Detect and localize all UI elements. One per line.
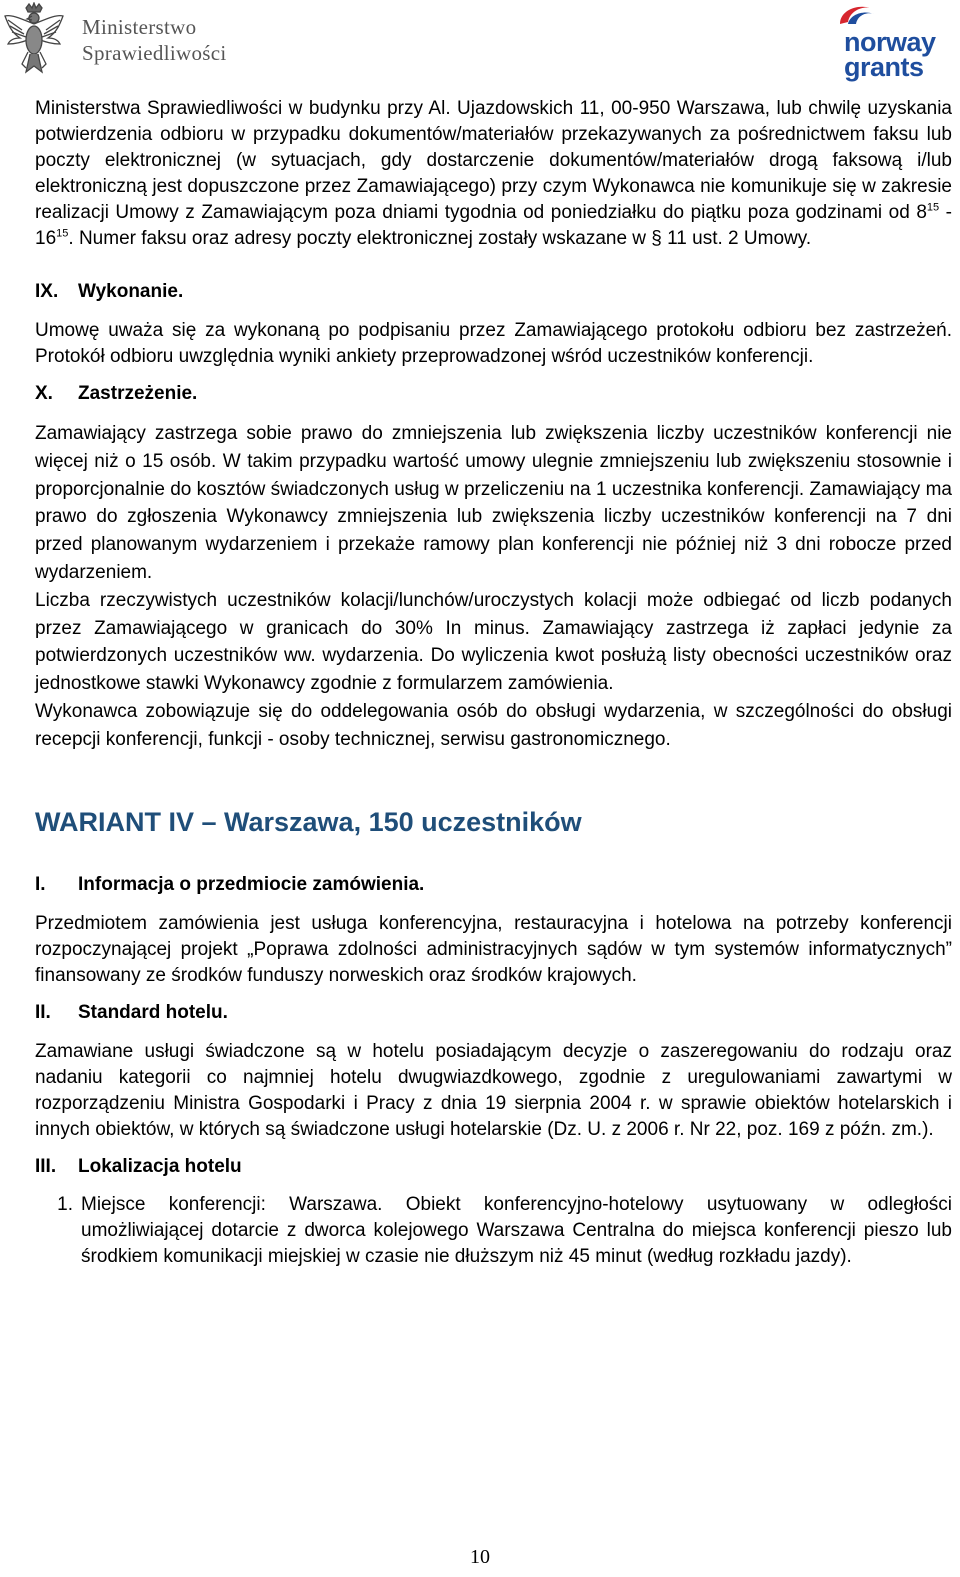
variant-heading: WARIANT IV – Warszawa, 150 uczestników [35,806,582,837]
section-title: Standard hotelu. [78,1001,228,1023]
paragraph: Zamawiający zastrzega sobie prawo do zmniejszenia lub zwiększenia liczby uczestników konferencji nie więcej niż o 15 osób. W takim przypadku wartość umowy ulegnie zmniejszeniu lub zwiększeniu stosownie i proporcjonalnie do kosztów świadczonych usług w przeliczeniu na 1 uczestnika konferencji. Zamawiający ma prawo do zgłoszenia Wykonawcy zmniejszenia lub zwiększenia liczby uczestników konferencji na 7 dni przed planowanym wydarzeniem i przekaże ramowy plan konferencji nie później niż 3 dni robocze przed wydarzeniem. [35,423,952,583]
section-number: I. [35,873,46,895]
paragraph-delivery [35,96,952,252]
paragraph: Umowę uważa się za wykonaną po podpisaniu przez Zamawiającego protokołu odbioru bez zastrzeżeń. Protokół odbioru uwzględnia wyniki ankiety przeprowadzonej wśród uczestników konferencji. [35,320,952,367]
paragraph: Liczba rzeczywistych uczestników kolacji/lunchów/uroczystych kolacji może odbiegać od liczb podanych przez Zamawiającego w granicach do 30% In minus. Zamawiający zastrzega iż zapłaci jedynie za potwierdzonych uczestników ww. wydarzenia. Do wyliczenia kwot posłużą listy obecności uczestników oraz jednostkowe stawki Wykonawcy zgodnie z formularzem zamówienia. [35,589,952,695]
ministry-line1: Ministerstwo [82,15,197,39]
grants-text: grants [844,52,924,82]
section-heading [35,279,952,305]
list-number: 1. [57,1193,73,1215]
section-heading [35,1000,952,1026]
page-header [0,0,960,85]
section-title: Zastrzeżenie. [78,383,198,404]
paragraph-text: . Numer faksu oraz adresy poczty elektronicznej zostały wskazane w § 11 ust. 2 Umowy. [68,228,812,249]
superscript: 15 [56,227,69,240]
paragraph-text: - 16 [35,202,952,249]
section-heading [35,381,952,407]
superscript: 15 [926,201,940,214]
list-item-text: Miejsce konferencji: Warszawa. Obiekt konferencyjno-hotelowy usytuowany w odległości umożliwiającej dotarcie z dworca kolejowego Warszawa Centralna do miejsca konferencji pieszo lub środkiem komunikacji miejskiej w czasie nie dłuższym niż 45 minut (według rozkładu jazdy). [81,1193,952,1267]
section-number: X. [35,383,53,404]
paragraph: Wykonawca zobowiązuje się do oddelegowania osób do obsługi wydarzenia, w szczególności do obsługi recepcji konferencji, funkcji - osoby technicznej, serwisu gastronomicznego. [35,700,952,750]
list-item [0,1192,952,1270]
page-number: 10 [470,1546,490,1568]
section-heading [35,1154,952,1180]
section-title: Informacja o przedmiocie zamówienia. [78,873,425,895]
paragraph: Przedmiotem zamówienia jest usługa konferencyjna, restauracyjna i hotelowa na potrzeby konferencji rozpoczynającej projekt „Poprawa zdolności administracyjnych sądów w tym systemów informatycznych” finansowany ze środków funduszy norweskich oraz środków krajowych. [35,912,952,986]
section-heading [35,872,952,898]
section-number: IX. [35,281,59,302]
polish-eagle-icon [2,2,66,74]
section-number: III. [35,1155,57,1177]
norway-grants-swoosh-icon [834,2,894,30]
document-body [35,96,952,1270]
ministry-name [82,14,226,66]
norway-grants-logo [832,2,947,82]
paragraph-text: Ministerstwa Sprawiedliwości w budynku przy Al. Ujazdowskich 11, 00-950 Warszawa, lub chwilę uzyskania potwierdzenia odbioru w przypadku dokumentów/materiałów przekazywanych za pośrednictwem faksu lub poczty elektronicznej (w sytuacjach, gdy dostarczenie dokumentów/materiałów drogą faksową i/lub elektroniczną jest dopuszczone przez Zamawiającego) przy czym Wykonawca nie komunikuje się w zakresie realizacji Umowy z Zamawiającym poza dniami tygodnia od poniedziałku do piątku poza godzinami od 8 [35,98,952,223]
section-title: Wykonanie. [78,281,184,302]
section-title: Lokalizacja hotelu [78,1155,242,1177]
norway-text: norway [844,27,936,57]
section-number: II. [35,1001,51,1023]
ministry-line2: Sprawiedliwości [82,41,227,65]
paragraph: Zamawiane usługi świadczone są w hotelu posiadającym decyzje o zaszeregowaniu do rodzaju oraz nadaniu kategorii co najmniej hotelu dwugwiazdkowego, zgodnie z uregulowaniami zawartymi w rozporządzeniu Ministra Gospodarki i Pracy z dnia 19 sierpnia 2004 r. w sprawie obiektów hotelarskich i innych obiektów, w których są świadczone usługi hotelarskie (Dz. U. z 2006 r. Nr 22, poz. 169 z późn. zm.). [35,1040,952,1140]
